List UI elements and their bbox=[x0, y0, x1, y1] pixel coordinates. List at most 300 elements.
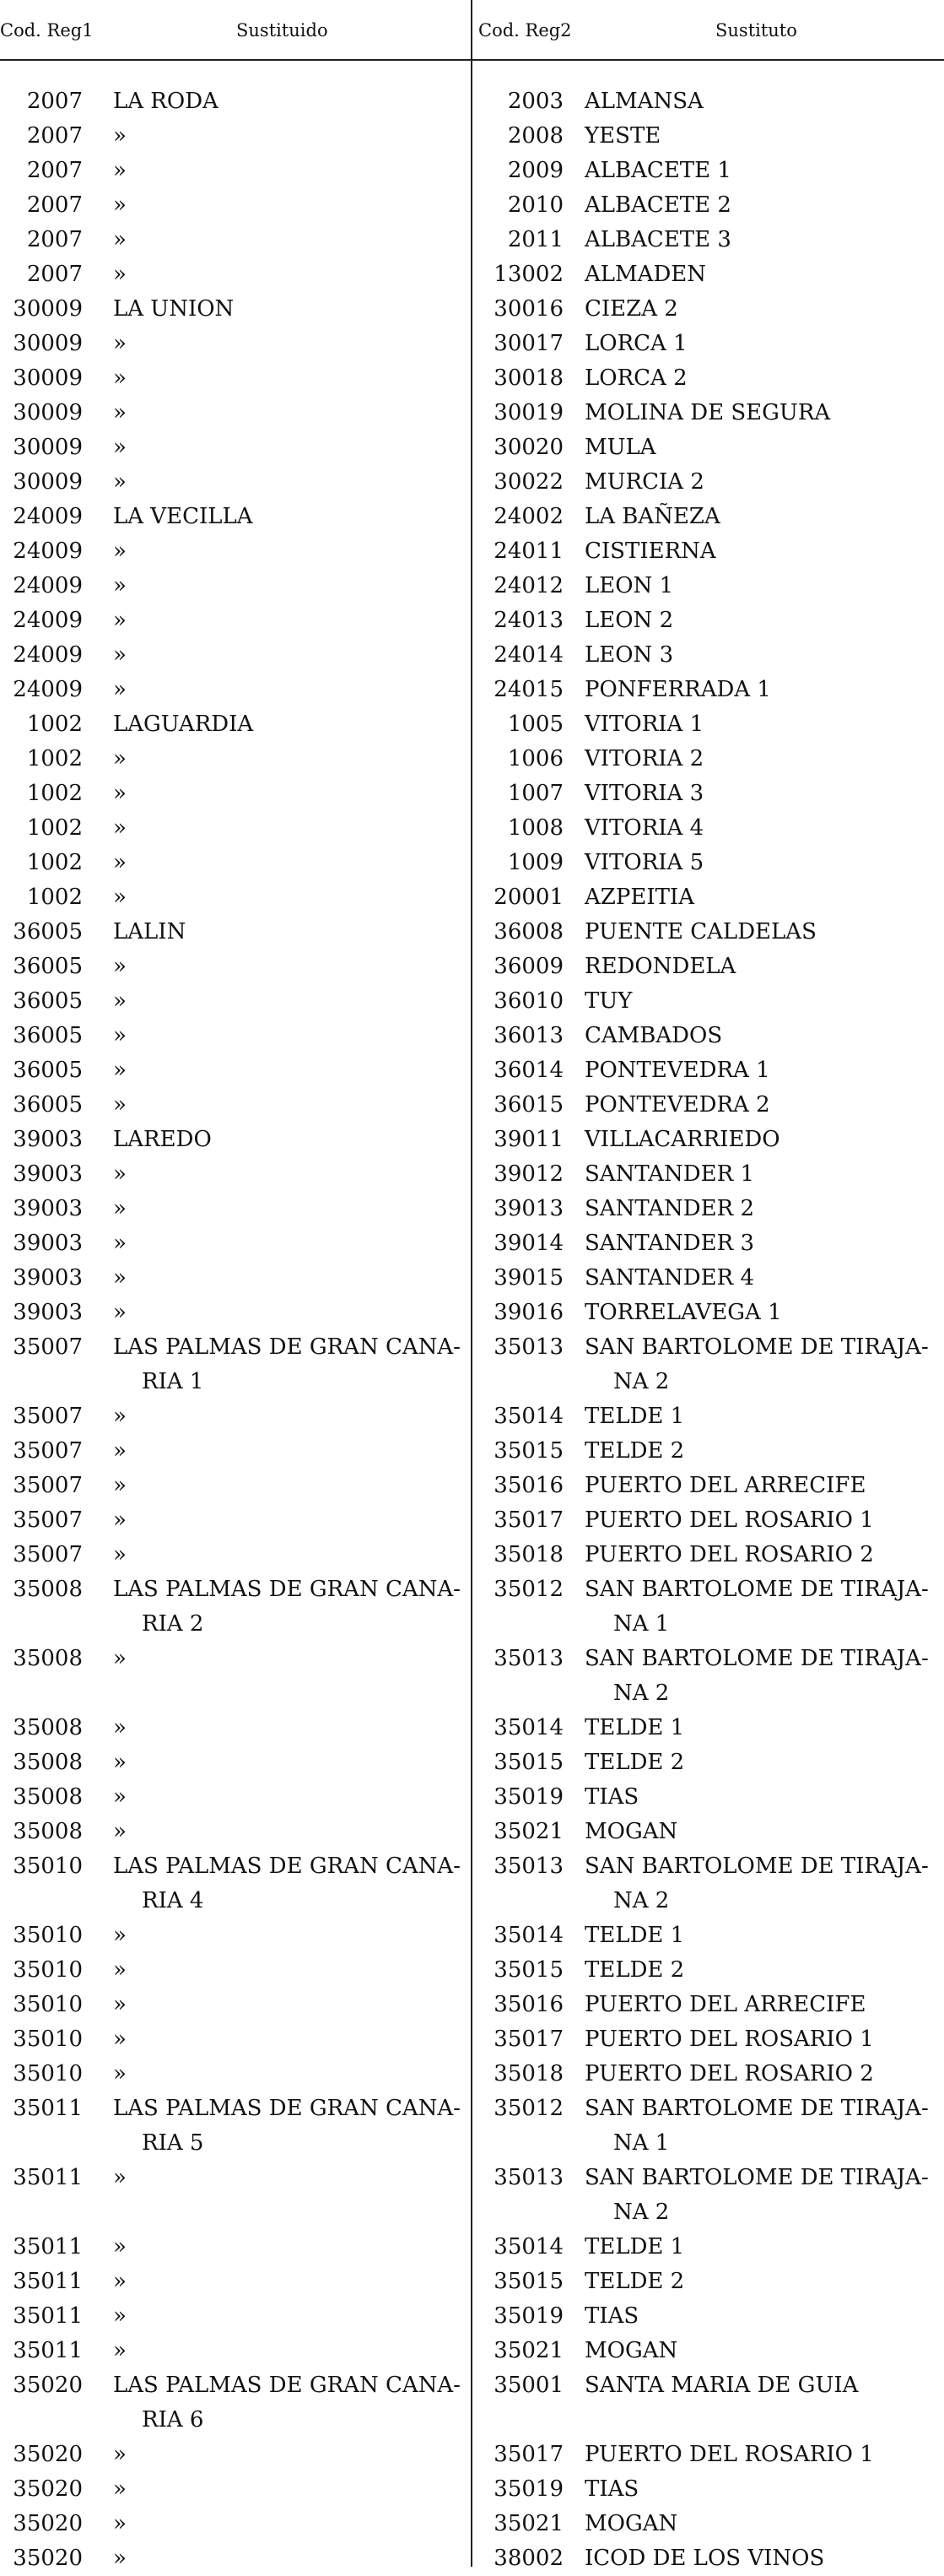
code-reg2-cell: 39015 bbox=[494, 1265, 564, 1291]
sustituto-text: ALMANSA bbox=[585, 89, 704, 114]
code-reg1-cell: 2007 bbox=[26, 158, 83, 183]
code-reg1-cell: 36005 bbox=[13, 1058, 83, 1083]
sustituto-text: TELDE 1 bbox=[585, 1715, 685, 1740]
sustituido-text: LA VECILLA bbox=[113, 504, 253, 529]
table-row bbox=[0, 1988, 944, 2022]
table-row bbox=[0, 1538, 944, 1572]
code-reg2-cell: 39016 bbox=[494, 1300, 564, 1325]
sustituido-cell bbox=[113, 2541, 466, 2576]
code-reg2-cell: 38002 bbox=[494, 2546, 564, 2571]
sustituto-text: TUY bbox=[585, 988, 633, 1014]
code-reg2-cell: 1008 bbox=[507, 815, 564, 841]
code-reg2-cell: 24013 bbox=[494, 608, 564, 633]
table-row bbox=[0, 1711, 944, 1745]
table-row bbox=[0, 950, 944, 984]
table-row bbox=[0, 2299, 944, 2334]
sustituto-text: SAN BARTOLOME DE TIRAJA- bbox=[585, 2096, 929, 2121]
code-reg1-cell: 24009 bbox=[13, 504, 83, 529]
sustituto-cell bbox=[585, 2472, 943, 2507]
code-reg2-cell: 30017 bbox=[494, 331, 564, 356]
sustituido-cell bbox=[113, 777, 466, 811]
code-reg1-cell: 24009 bbox=[13, 608, 83, 633]
sustituido-cell bbox=[113, 361, 466, 396]
sustituido-cell bbox=[113, 2230, 466, 2265]
table-row bbox=[0, 1642, 944, 1711]
sustituido-text: LALIN bbox=[113, 919, 186, 944]
code-reg1-cell: 1002 bbox=[26, 712, 83, 737]
sustituido-text: » bbox=[113, 2061, 127, 2086]
sustituto-text: REDONDELA bbox=[585, 954, 736, 979]
sustituto-cell bbox=[585, 2438, 943, 2472]
code-reg2-cell: 35012 bbox=[494, 2096, 564, 2121]
table-row bbox=[0, 846, 944, 880]
table-row bbox=[0, 1815, 944, 1849]
sustituto-text: SAN BARTOLOME DE TIRAJA- bbox=[585, 1334, 929, 1360]
sustituto-text: TIAS bbox=[585, 2476, 639, 2502]
sustituido-cell bbox=[113, 1918, 466, 1953]
sustituido-cell bbox=[113, 1434, 466, 1469]
table-row bbox=[0, 1953, 944, 1988]
sustituido-text: LAS PALMAS DE GRAN CANA- bbox=[113, 2096, 461, 2121]
code-reg2-cell: 20001 bbox=[494, 885, 564, 910]
code-reg1-cell: 35008 bbox=[13, 1646, 83, 1671]
sustituto-cell bbox=[585, 292, 943, 327]
sustituido-cell bbox=[113, 707, 466, 742]
sustituido-cell bbox=[113, 500, 466, 534]
sustituto-continuation: NA 2 bbox=[613, 1888, 670, 1913]
sustituto-cell bbox=[585, 742, 943, 777]
sustituto-cell bbox=[585, 603, 943, 638]
code-reg2-cell: 35021 bbox=[494, 2338, 564, 2363]
sustituto-cell bbox=[585, 1849, 943, 1918]
sustituido-text: » bbox=[113, 885, 127, 910]
table-row bbox=[0, 2334, 944, 2368]
sustituido-text: LAS PALMAS DE GRAN CANA- bbox=[113, 1854, 461, 1879]
code-reg2-cell: 35019 bbox=[494, 2476, 564, 2502]
table-row bbox=[0, 2507, 944, 2541]
sustituto-text: ALMADEN bbox=[585, 262, 707, 287]
sustituido-text: » bbox=[113, 1438, 127, 1464]
code-reg1-cell: 35010 bbox=[13, 2027, 83, 2052]
sustituido-cell bbox=[113, 1642, 466, 1676]
sustituido-text: » bbox=[113, 988, 127, 1014]
table-row bbox=[0, 1261, 944, 1296]
code-reg1-cell: 30009 bbox=[13, 469, 83, 495]
code-reg1-cell: 39003 bbox=[13, 1161, 83, 1187]
sustituto-text: PONTEVEDRA 2 bbox=[585, 1092, 770, 1118]
code-reg2-cell: 35017 bbox=[494, 1507, 564, 1533]
code-reg1-cell: 2007 bbox=[26, 123, 83, 149]
sustituto-cell bbox=[585, 1988, 943, 2022]
sustituto-cell bbox=[585, 500, 943, 534]
sustituto-text: MULA bbox=[585, 435, 656, 460]
code-reg1-cell: 39003 bbox=[13, 1231, 83, 1256]
code-reg2-cell: 30019 bbox=[494, 400, 564, 425]
sustituto-text: VITORIA 1 bbox=[585, 712, 704, 737]
code-reg2-cell: 35013 bbox=[494, 1646, 564, 1671]
code-reg1-cell: 2007 bbox=[26, 227, 83, 252]
sustituido-text: » bbox=[113, 815, 127, 841]
sustituido-text: » bbox=[113, 1784, 127, 1810]
code-reg2-cell: 35001 bbox=[494, 2373, 564, 2398]
sustituto-cell bbox=[585, 1711, 943, 1745]
code-reg2-cell: 35015 bbox=[494, 2269, 564, 2294]
code-reg1-cell: 24009 bbox=[13, 538, 83, 564]
sustituto-cell bbox=[585, 2299, 943, 2334]
code-reg1-cell: 35007 bbox=[13, 1542, 83, 1567]
code-reg1-cell: 35008 bbox=[13, 1715, 83, 1740]
code-reg1-cell: 2007 bbox=[26, 89, 83, 114]
table-row bbox=[0, 811, 944, 846]
code-reg2-cell: 2010 bbox=[507, 192, 564, 218]
sustituido-text: » bbox=[113, 850, 127, 875]
sustituto-cell bbox=[585, 154, 943, 188]
sustituido-cell bbox=[113, 1988, 466, 2022]
sustituto-cell bbox=[585, 1053, 943, 1088]
code-reg2-cell: 1007 bbox=[507, 781, 564, 806]
sustituido-continuation: RIA 4 bbox=[142, 1888, 204, 1913]
sustituto-cell bbox=[585, 119, 943, 154]
code-reg2-cell: 30018 bbox=[494, 365, 564, 391]
sustituto-cell bbox=[585, 1123, 943, 1157]
sustituido-text: LAS PALMAS DE GRAN CANA- bbox=[113, 2373, 461, 2398]
sustituido-cell bbox=[113, 1261, 466, 1296]
sustituto-cell bbox=[585, 396, 943, 430]
code-reg1-cell: 24009 bbox=[13, 642, 83, 668]
sustituto-text: SANTA MARIA DE GUIA bbox=[585, 2373, 859, 2398]
sustituto-text: SAN BARTOLOME DE TIRAJA- bbox=[585, 1646, 929, 1671]
table-row bbox=[0, 465, 944, 500]
sustituto-text: VITORIA 4 bbox=[585, 815, 704, 841]
sustituto-cell bbox=[585, 1019, 943, 1053]
sustituto-cell bbox=[585, 1469, 943, 1503]
code-reg1-cell: 35008 bbox=[13, 1750, 83, 1775]
table-row bbox=[0, 1399, 944, 1434]
sustituido-continuation: RIA 1 bbox=[142, 1369, 204, 1394]
header-sustituido: Sustituido bbox=[236, 20, 328, 41]
code-reg2-cell: 1009 bbox=[507, 850, 564, 875]
sustituto-cell bbox=[585, 569, 943, 603]
code-reg1-cell: 35010 bbox=[13, 2061, 83, 2086]
sustituido-text: » bbox=[113, 1196, 127, 1221]
sustituido-text: » bbox=[113, 1542, 127, 1567]
code-reg2-cell: 39012 bbox=[494, 1161, 564, 1187]
code-reg1-cell: 39003 bbox=[13, 1265, 83, 1291]
code-reg1-cell: 35020 bbox=[13, 2442, 83, 2467]
sustituto-cell bbox=[585, 465, 943, 500]
sustituido-cell bbox=[113, 984, 466, 1019]
code-reg1-cell: 24009 bbox=[13, 677, 83, 702]
sustituido-continuation: RIA 6 bbox=[142, 2407, 204, 2433]
table-row bbox=[0, 327, 944, 361]
sustituido-text: » bbox=[113, 2442, 127, 2467]
sustituido-cell bbox=[113, 430, 466, 465]
table-row bbox=[0, 880, 944, 915]
sustituido-text: » bbox=[113, 123, 127, 149]
code-reg1-cell: 36005 bbox=[13, 919, 83, 944]
sustituido-cell bbox=[113, 2057, 466, 2092]
sustituto-text: ALBACETE 2 bbox=[585, 192, 731, 218]
sustituido-text: » bbox=[113, 1957, 127, 1983]
table-row bbox=[0, 707, 944, 742]
sustituido-text: » bbox=[113, 1992, 127, 2017]
sustituido-cell bbox=[113, 2265, 466, 2299]
sustituido-cell bbox=[113, 742, 466, 777]
sustituto-continuation: NA 1 bbox=[613, 2130, 670, 2156]
sustituido-text: » bbox=[113, 1300, 127, 1325]
code-reg2-cell: 1006 bbox=[507, 746, 564, 771]
code-reg1-cell: 35011 bbox=[13, 2338, 83, 2363]
sustituto-cell bbox=[585, 1088, 943, 1123]
sustituto-text: LEON 2 bbox=[585, 608, 674, 633]
sustituido-text: » bbox=[113, 2303, 127, 2329]
sustituido-text: » bbox=[113, 1161, 127, 1187]
table-row bbox=[0, 1296, 944, 1330]
code-reg2-cell: 35016 bbox=[494, 1473, 564, 1498]
code-reg2-cell: 2011 bbox=[507, 227, 564, 252]
sustituido-text: » bbox=[113, 746, 127, 771]
sustituto-cell bbox=[585, 1780, 943, 1815]
sustituto-cell bbox=[585, 430, 943, 465]
table-row bbox=[0, 1745, 944, 1780]
sustituido-text: » bbox=[113, 2165, 127, 2190]
sustituto-cell bbox=[585, 1745, 943, 1780]
sustituto-cell bbox=[585, 2092, 943, 2161]
sustituto-text: VILLACARRIEDO bbox=[585, 1127, 780, 1152]
sustituto-text: PUERTO DEL ARRECIFE bbox=[585, 1473, 866, 1498]
table-row bbox=[0, 2472, 944, 2507]
code-reg1-cell: 1002 bbox=[26, 850, 83, 875]
table-row bbox=[0, 2022, 944, 2057]
sustituido-text: » bbox=[113, 2476, 127, 2502]
sustituido-text: » bbox=[113, 2027, 127, 2052]
sustituto-text: VITORIA 3 bbox=[585, 781, 704, 806]
code-reg2-cell: 2003 bbox=[507, 89, 564, 114]
code-reg2-cell: 35014 bbox=[494, 1715, 564, 1740]
sustituto-text: TIAS bbox=[585, 2303, 639, 2329]
sustituido-text: » bbox=[113, 573, 127, 598]
sustituto-text: SAN BARTOLOME DE TIRAJA- bbox=[585, 2165, 929, 2190]
sustituto-cell bbox=[585, 880, 943, 915]
sustituto-text: PUENTE CALDELAS bbox=[585, 919, 817, 944]
header-code-reg2: Cod. Reg2 bbox=[478, 20, 572, 41]
sustituido-text: LAS PALMAS DE GRAN CANA- bbox=[113, 1577, 461, 1602]
table-row bbox=[0, 2092, 944, 2161]
code-reg2-cell: 2009 bbox=[507, 158, 564, 183]
code-reg2-cell: 35013 bbox=[494, 1334, 564, 1360]
sustituido-text: » bbox=[113, 2269, 127, 2294]
code-reg1-cell: 35007 bbox=[13, 1404, 83, 1429]
sustituto-cell bbox=[585, 2265, 943, 2299]
table-row bbox=[0, 257, 944, 292]
sustituto-cell bbox=[585, 1953, 943, 1988]
code-reg1-cell: 30009 bbox=[13, 296, 83, 322]
table-row bbox=[0, 1780, 944, 1815]
sustituto-text: TELDE 1 bbox=[585, 1923, 685, 1948]
code-reg2-cell: 36015 bbox=[494, 1092, 564, 1118]
sustituido-cell bbox=[113, 1399, 466, 1434]
code-reg2-cell: 35015 bbox=[494, 1438, 564, 1464]
sustituto-cell bbox=[585, 2161, 943, 2230]
table-row bbox=[0, 2230, 944, 2265]
code-reg1-cell: 35008 bbox=[13, 1819, 83, 1844]
code-reg2-cell: 39013 bbox=[494, 1196, 564, 1221]
sustituido-cell bbox=[113, 1815, 466, 1849]
sustituto-cell bbox=[585, 1192, 943, 1226]
code-reg2-cell: 24002 bbox=[494, 504, 564, 529]
sustituido-cell bbox=[113, 846, 466, 880]
sustituto-text: VITORIA 5 bbox=[585, 850, 704, 875]
table-row bbox=[0, 1053, 944, 1088]
table-row bbox=[0, 119, 944, 154]
table-row bbox=[0, 534, 944, 569]
sustituido-text: » bbox=[113, 1507, 127, 1533]
table-row bbox=[0, 361, 944, 396]
sustituto-text: SANTANDER 2 bbox=[585, 1196, 754, 1221]
sustituido-cell bbox=[113, 1053, 466, 1088]
code-reg1-cell: 35020 bbox=[13, 2511, 83, 2536]
table-row bbox=[0, 742, 944, 777]
sustituto-cell bbox=[585, 1434, 943, 1469]
sustituto-cell bbox=[585, 950, 943, 984]
sustituido-text: » bbox=[113, 1819, 127, 1844]
code-reg1-cell: 1002 bbox=[26, 781, 83, 806]
sustituido-text: » bbox=[113, 677, 127, 702]
code-reg2-cell: 35017 bbox=[494, 2027, 564, 2052]
sustituto-cell bbox=[585, 534, 943, 569]
sustituto-text: TELDE 2 bbox=[585, 1438, 685, 1464]
sustituido-continuation: RIA 2 bbox=[142, 1611, 204, 1637]
table-row bbox=[0, 1123, 944, 1157]
sustituido-text: LAGUARDIA bbox=[113, 712, 254, 737]
sustituido-cell bbox=[113, 84, 466, 119]
code-reg1-cell: 35007 bbox=[13, 1438, 83, 1464]
table-row bbox=[0, 984, 944, 1019]
code-reg2-cell: 35016 bbox=[494, 1992, 564, 2017]
code-reg2-cell: 35012 bbox=[494, 1577, 564, 1602]
sustituido-cell bbox=[113, 1330, 466, 1399]
code-reg1-cell: 35011 bbox=[13, 2269, 83, 2294]
sustituido-text: » bbox=[113, 158, 127, 183]
sustituto-cell bbox=[585, 984, 943, 1019]
sustituido-cell bbox=[113, 1849, 466, 1918]
table-row bbox=[0, 1330, 944, 1399]
sustituido-cell bbox=[113, 569, 466, 603]
code-reg1-cell: 35011 bbox=[13, 2096, 83, 2121]
sustituido-text: » bbox=[113, 781, 127, 806]
sustituido-text: » bbox=[113, 1473, 127, 1498]
code-reg1-cell: 24009 bbox=[13, 573, 83, 598]
sustituido-cell bbox=[113, 2022, 466, 2057]
code-reg1-cell: 1002 bbox=[26, 815, 83, 841]
sustituido-cell bbox=[113, 1019, 466, 1053]
sustituido-cell bbox=[113, 1538, 466, 1572]
code-reg1-cell: 30009 bbox=[13, 365, 83, 391]
sustituido-cell bbox=[113, 2368, 466, 2438]
code-reg1-cell: 1002 bbox=[26, 746, 83, 771]
sustituto-cell bbox=[585, 1918, 943, 1953]
sustituto-cell bbox=[585, 2334, 943, 2368]
sustituto-cell bbox=[585, 638, 943, 673]
sustituido-cell bbox=[113, 1745, 466, 1780]
sustituto-text: MOLINA DE SEGURA bbox=[585, 400, 831, 425]
sustituto-text: LEON 3 bbox=[585, 642, 674, 668]
sustituto-cell bbox=[585, 707, 943, 742]
sustituto-text: PONTEVEDRA 1 bbox=[585, 1058, 770, 1083]
sustituido-cell bbox=[113, 950, 466, 984]
sustituido-text: » bbox=[113, 608, 127, 633]
sustituto-text: MOGAN bbox=[585, 1819, 678, 1844]
code-reg1-cell: 39003 bbox=[13, 1127, 83, 1152]
sustituido-cell bbox=[113, 673, 466, 707]
code-reg2-cell: 35017 bbox=[494, 2442, 564, 2467]
table-row bbox=[0, 2265, 944, 2299]
sustituto-text: SANTANDER 4 bbox=[585, 1265, 754, 1291]
sustituido-cell bbox=[113, 1088, 466, 1123]
sustituido-cell bbox=[113, 1711, 466, 1745]
code-reg2-cell: 36014 bbox=[494, 1058, 564, 1083]
code-reg1-cell: 35008 bbox=[13, 1784, 83, 1810]
code-reg1-cell: 35011 bbox=[13, 2165, 83, 2190]
code-reg1-cell: 35007 bbox=[13, 1507, 83, 1533]
sustituido-text: » bbox=[113, 469, 127, 495]
sustituto-cell bbox=[585, 673, 943, 707]
code-reg2-cell: 35021 bbox=[494, 1819, 564, 1844]
table-row bbox=[0, 84, 944, 119]
sustituto-text: CAMBADOS bbox=[585, 1023, 723, 1048]
sustituido-text: » bbox=[113, 1092, 127, 1118]
sustituido-text: » bbox=[113, 1923, 127, 1948]
sustituido-text: » bbox=[113, 1058, 127, 1083]
sustituto-cell bbox=[585, 257, 943, 292]
table-row bbox=[0, 1088, 944, 1123]
sustituido-cell bbox=[113, 188, 466, 223]
code-reg1-cell: 35020 bbox=[13, 2476, 83, 2502]
sustituto-cell bbox=[585, 327, 943, 361]
sustituto-text: MOGAN bbox=[585, 2511, 678, 2536]
table-row bbox=[0, 396, 944, 430]
sustituto-cell bbox=[585, 1538, 943, 1572]
table-row bbox=[0, 673, 944, 707]
table-row bbox=[0, 430, 944, 465]
sustituido-text: » bbox=[113, 538, 127, 564]
table-row bbox=[0, 1849, 944, 1918]
sustituto-cell bbox=[585, 84, 943, 119]
sustituto-cell bbox=[585, 1815, 943, 1849]
sustituto-text: CIEZA 2 bbox=[585, 296, 678, 322]
sustituido-cell bbox=[113, 638, 466, 673]
sustituto-cell bbox=[585, 223, 943, 257]
code-reg1-cell: 35011 bbox=[13, 2234, 83, 2259]
sustituto-text: MURCIA 2 bbox=[585, 469, 704, 495]
code-reg2-cell: 2008 bbox=[507, 123, 564, 149]
table-row bbox=[0, 1434, 944, 1469]
sustituido-cell bbox=[113, 811, 466, 846]
sustituido-text: LAS PALMAS DE GRAN CANA- bbox=[113, 1334, 461, 1360]
sustituido-text: » bbox=[113, 1646, 127, 1671]
code-reg2-cell: 36013 bbox=[494, 1023, 564, 1048]
sustituido-cell bbox=[113, 119, 466, 154]
sustituto-text: PUERTO DEL ROSARIO 1 bbox=[585, 2027, 874, 2052]
sustituido-cell bbox=[113, 396, 466, 430]
sustituido-text: » bbox=[113, 1750, 127, 1775]
sustituido-cell bbox=[113, 1469, 466, 1503]
code-reg1-cell: 35010 bbox=[13, 1854, 83, 1879]
code-reg1-cell: 39003 bbox=[13, 1196, 83, 1221]
code-reg1-cell: 35020 bbox=[13, 2546, 83, 2571]
code-reg2-cell: 30022 bbox=[494, 469, 564, 495]
sustituido-cell bbox=[113, 1953, 466, 1988]
